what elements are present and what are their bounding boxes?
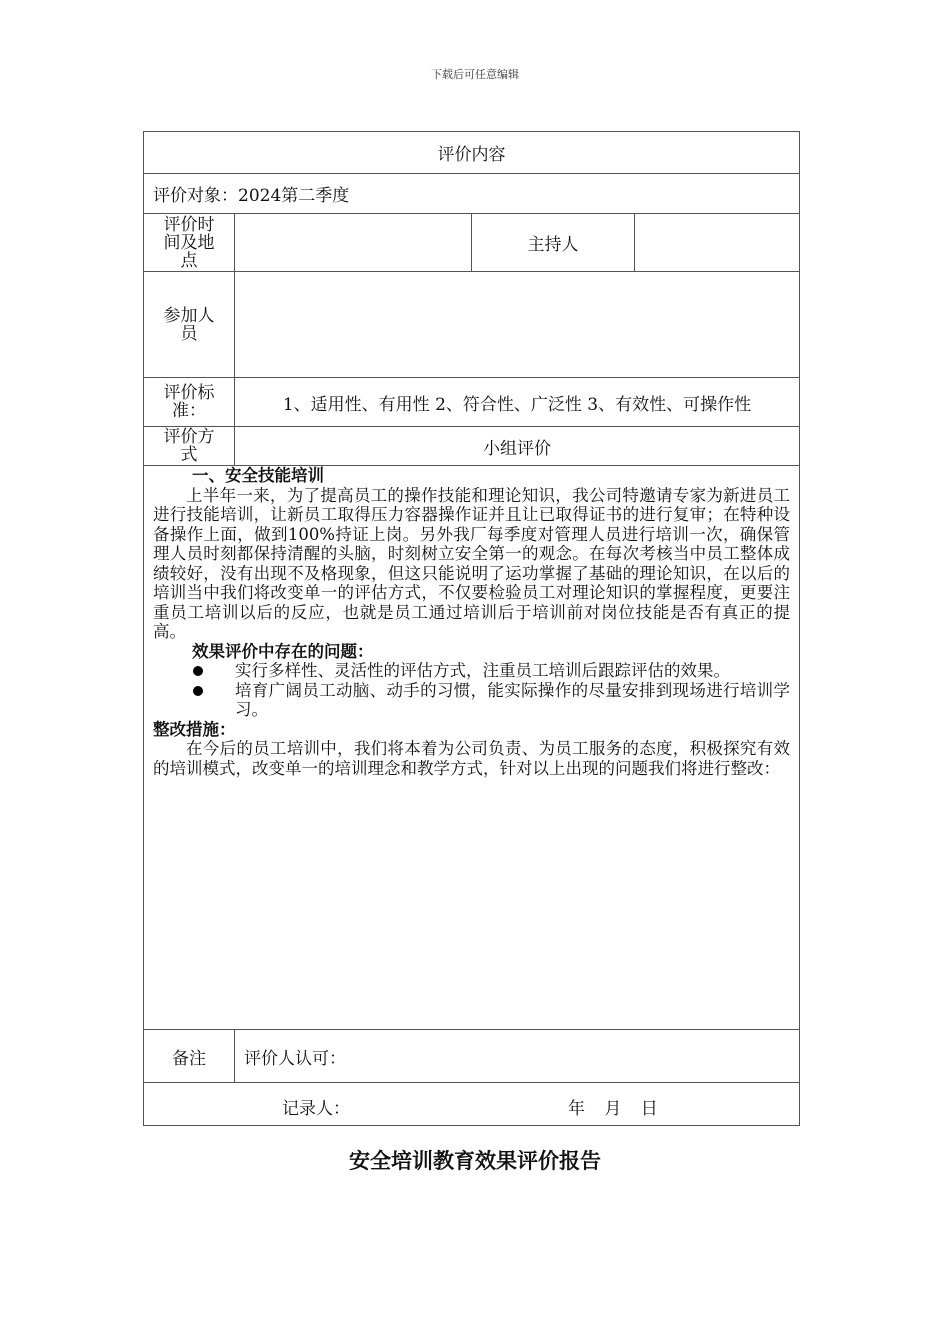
date-label: 年 月 日	[568, 1099, 658, 1119]
method-label: 评价方式	[144, 427, 235, 466]
host-label: 主持人	[472, 214, 635, 272]
bullet-icon	[193, 686, 203, 696]
time-place-value	[235, 214, 472, 272]
criteria-value: 1、适用性、有用性 2、符合性、广泛性 3、有效性、可操作性	[235, 378, 800, 427]
header-note: 下载后可任意编辑	[431, 68, 519, 81]
evaluation-content	[144, 466, 800, 1030]
list-item: 实行多样性、灵活性的评估方式，注重员工培训后跟踪评估的效果。	[193, 661, 790, 681]
measures-paragraph: 在今后的员工培训中，我们将本着为公司负责、为员工服务的态度，积极探究有效的培训模式，改变单一的培训理念和教学方式，针对以上出现的问题我们将进行整改：	[153, 739, 790, 778]
recorder-label: 记录人：	[282, 1099, 350, 1119]
time-place-label: 评价时间及地点	[144, 214, 235, 272]
problems-title: 效果评价中存在的问题：	[192, 641, 374, 661]
evaluation-subject: 评价对象：2024第二季度	[144, 174, 800, 214]
section1-paragraph: 上半年一来，为了提高员工的操作技能和理论知识，我公司特邀请专家为新进员工进行技能培训，让新员工取得压力容器操作证并且让已取得证书的进行复审；在特种设备操作上面，做到100%持证上岗。另外我厂每季度对管理人员进行培训一次，确保管理人员时刻都保持清醒的头脑，时刻树立安全第一的观念。在每次考核当中员工整体成绩较好，没有出现不及格现象，但这只能说明了运功掌握了基础的理论知识，在以后的培训当中我们将改变单一的评估方式，不仅要检验员工对理论知识的掌握程度，更要注重员工培训以后的反应，也就是员工通过培训后于培训前对岗位技能是否有真正的提高。	[153, 485, 790, 641]
list-item: 培育广阔员工动脑、动手的习惯，能实际操作的尽量安排到现场进行培训学习。	[193, 681, 790, 720]
recorder-row	[144, 1083, 800, 1126]
bullet-icon	[193, 666, 203, 676]
remarks-value: 评价人认可：	[235, 1030, 800, 1083]
problems-list	[153, 661, 790, 720]
host-value	[635, 214, 800, 272]
document-title: 安全培训教育效果评价报告	[349, 1148, 601, 1173]
table-heading: 评价内容	[144, 132, 800, 174]
method-value: 小组评价	[235, 427, 800, 466]
section1-title: 一、安全技能培训	[192, 466, 324, 485]
participants-label: 参加人员	[144, 272, 235, 378]
measures-title: 整改措施：	[153, 719, 236, 739]
remarks-label: 备注	[144, 1030, 235, 1083]
evaluation-form-table	[143, 131, 800, 1126]
participants-value	[235, 272, 800, 378]
criteria-label: 评价标准：	[144, 378, 235, 427]
